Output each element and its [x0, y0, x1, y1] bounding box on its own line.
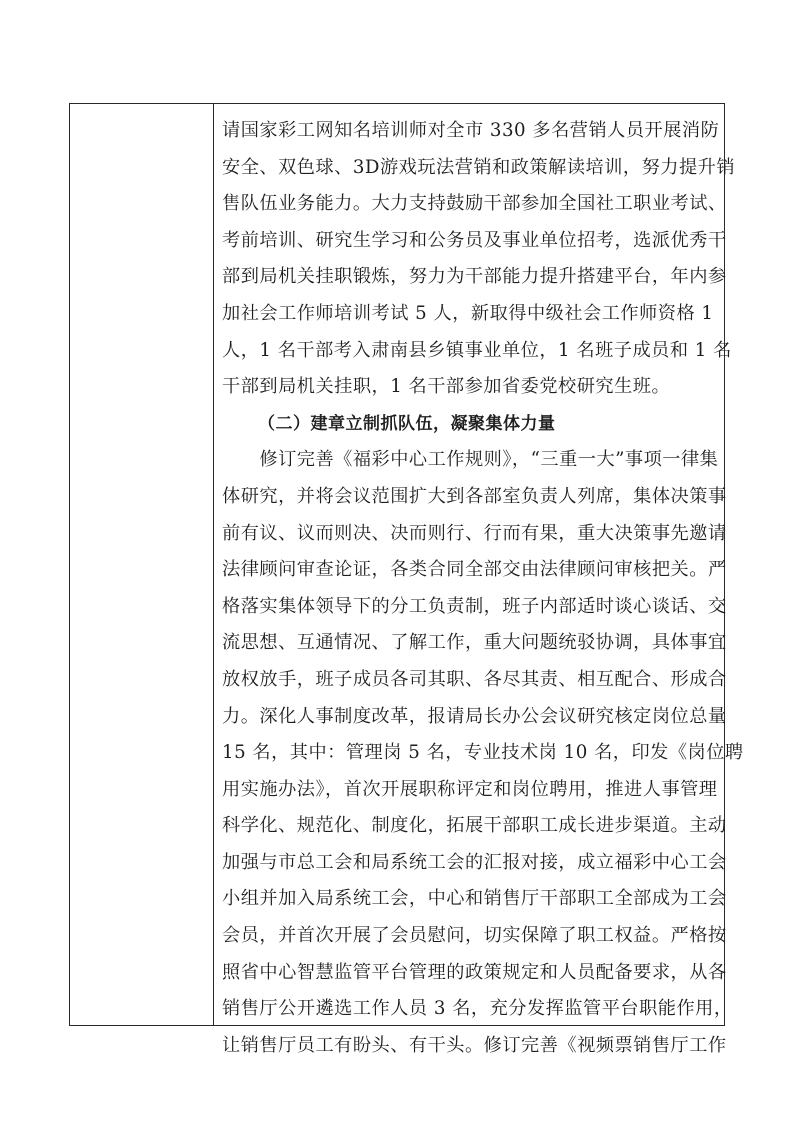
text-line: 流思想、互通情况、了解工作，重大问题统驳协调，具体事宜 [222, 632, 727, 654]
text-line: 加社会工作师培训考试 5 人，新取得中级社会工作师资格 1 [222, 302, 714, 324]
report-body [222, 113, 744, 1064]
text-line: 销售厅公开遴选工作人员 3 名，充分发挥监管平台职能作用， [222, 998, 733, 1020]
text-line: 加强与市总工会和局系统工会的汇报对接，成立福彩中心工会 [222, 851, 727, 873]
text-line: 考前培训、研究生学习和公务员及事业单位招考，选派优秀干 [222, 229, 727, 251]
text-line: 体研究，并将会议范围扩大到各部室负责人列席，集体决策事 [222, 485, 727, 507]
text-line: 人，1 名干部考入肃南县乡镇事业单位，1 名班子成员和 1 名 [222, 339, 732, 361]
text-line: 格落实集体领导下的分工负责制，班子内部适时谈心谈话、交 [222, 595, 727, 617]
text-line: 售队伍业务能力。大力支持鼓励干部参加全国社工职业考试、 [222, 193, 727, 215]
text-line: 科学化、规范化、制度化，拓展干部职工成长进步渠道。主动 [222, 815, 727, 837]
section-heading: （二）建章立制抓队伍，凝聚集体力量 [258, 413, 556, 434]
table-frame [69, 103, 744, 1056]
text-line: 力。深化人事制度改革，报请局长办公会议研究核定岗位总量 [222, 705, 727, 727]
left-label-cell [70, 104, 214, 1025]
text-line: 让销售厅员工有盼头、有干头。修订完善《视频票销售厅工作 [222, 1034, 727, 1056]
text-line: 放权放手，班子成员各司其职、各尽其责、相互配合、形成合 [222, 668, 727, 690]
text-line: 用实施办法》，首次开展职称评定和岗位聘用，推进人事管理 [222, 778, 718, 800]
text-line: 法律顾问审查论证，各类合同全部交由法律顾问审核把关。严 [222, 559, 727, 581]
text-line: 部到局机关挂职锻炼，努力为干部能力提升搭建平台，年内参 [222, 266, 727, 288]
text-line: 小组并加入局系统工会，中心和销售厅干部职工全部成为工会 [222, 888, 727, 910]
text-line: 修订完善《福彩中心工作规则》，“三重一大”事项一律集 [222, 449, 719, 471]
text-line: 前有议、议而则决、决而则行、行而有果，重大决策事先邀请 [222, 522, 727, 544]
text-line: 15 名，其中：管理岗 5 名，专业技术岗 10 名，印发《岗位聘 [222, 742, 744, 764]
text-line: 干部到局机关挂职，1 名干部参加省委党校研究生班。 [222, 376, 671, 398]
right-content-cell [214, 104, 744, 1056]
text-line: 照省中心智慧监管平台管理的政策规定和人员配备要求，从各 [222, 961, 727, 983]
text-line: 安全、双色球、3D游戏玩法营销和政策解读培训，努力提升销 [222, 156, 736, 178]
text-line: 请国家彩工网知名培训师对全市 330 多名营销人员开展消防 [222, 120, 720, 141]
text-line: 会员，并首次开展了会员慰问，切实保障了职工权益。严格按 [222, 925, 727, 947]
